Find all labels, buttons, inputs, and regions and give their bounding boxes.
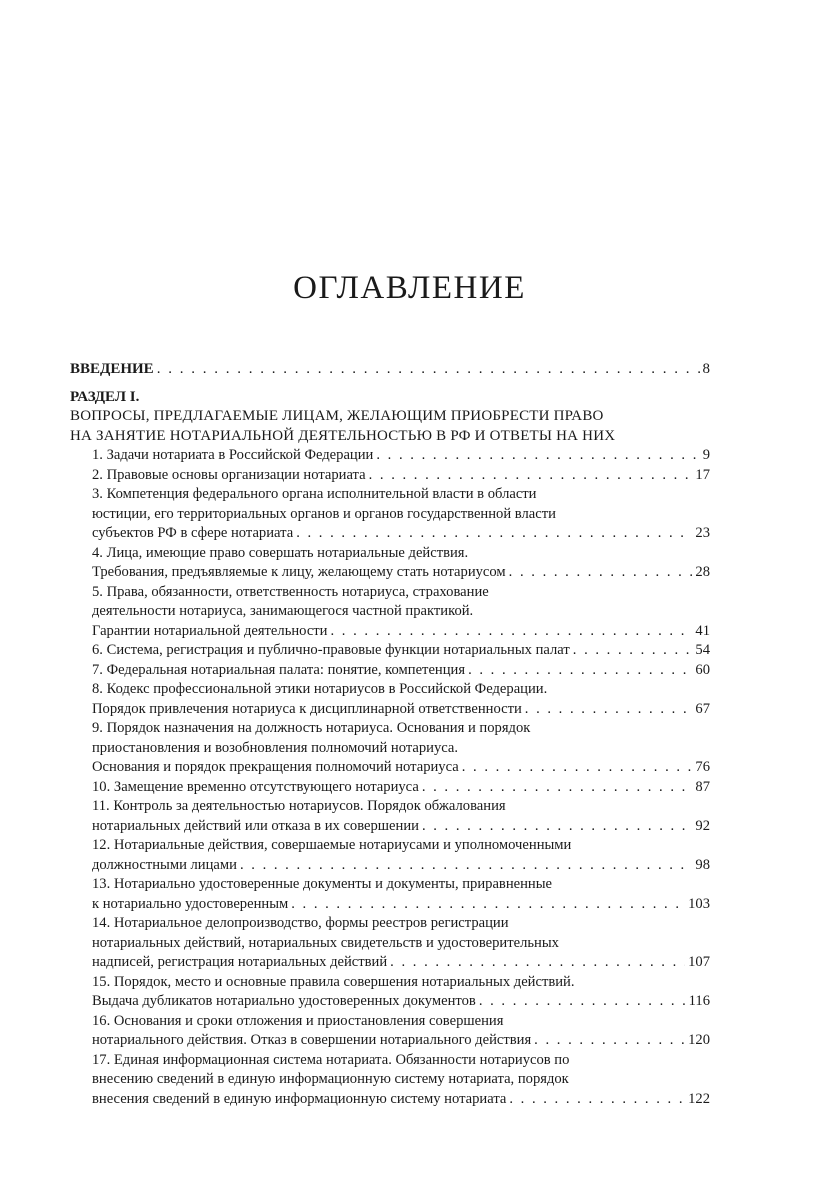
toc-page-number: 28 <box>695 564 710 580</box>
toc-entry-label: надписей, регистрация нотариальных действий <box>92 954 388 970</box>
toc-entry-line <box>70 544 710 564</box>
toc-entry-label: должностными лицами <box>92 856 237 873</box>
dot-leader <box>291 895 685 915</box>
page-title: ОГЛАВЛЕНИЕ <box>293 270 526 306</box>
toc-entry[interactable] <box>70 583 710 642</box>
toc-entry-label: 14. Нотариальное делопроизводство, формы реестров регистрации <box>92 915 509 931</box>
section-heading: РАЗДЕЛ I. <box>70 388 140 405</box>
toc-entry[interactable] <box>70 914 710 973</box>
toc-entry-label: нотариальных действий, нотариальных свидетельств и удостоверительных <box>92 934 559 951</box>
toc-entry-line <box>70 719 710 739</box>
toc-entry-label: 2. Правовые основы организации нотариата <box>92 466 366 483</box>
toc-entry-last-line <box>70 758 710 778</box>
toc-entry-line <box>70 1051 710 1071</box>
toc-entry[interactable] <box>70 778 710 798</box>
toc-entry-last-line <box>70 992 710 1012</box>
toc-page-number: 41 <box>695 622 710 639</box>
toc-entries <box>70 446 710 1109</box>
toc-entry-label: юстиции, его территориальных органов и органов государственной власти <box>92 505 556 522</box>
toc-entry-line <box>70 934 710 954</box>
toc-entry-label: к нотариально удостоверенным <box>92 895 289 912</box>
toc-entry-label: 1. Задачи нотариата в Российской Федерации <box>92 447 374 463</box>
toc-entry[interactable] <box>70 1051 710 1110</box>
toc-entry-label: 5. Права, обязанности, ответственность нотариуса, страхование <box>92 583 489 600</box>
toc-page-number: 17 <box>695 466 710 483</box>
toc-entry-label: 4. Лица, имеющие право совершать нотариальные действия. <box>92 544 469 561</box>
toc-entry-last-line <box>70 622 710 642</box>
dot-leader <box>390 953 685 973</box>
toc-page-number: 107 <box>688 954 710 970</box>
toc-entry[interactable] <box>70 446 710 466</box>
toc-entry[interactable] <box>70 641 710 661</box>
dot-leader <box>525 700 693 720</box>
toc-entry[interactable] <box>70 680 710 719</box>
toc-entry-line <box>70 602 710 622</box>
toc-entry-line <box>70 1070 710 1090</box>
toc-page-number: 103 <box>688 895 710 912</box>
dot-leader <box>573 641 693 661</box>
toc-entry-label: 10. Замещение временно отсутствующего нотариуса <box>92 778 419 795</box>
dot-leader <box>468 661 692 681</box>
toc-page-number: 87 <box>695 778 710 795</box>
toc-entry-line <box>70 973 710 993</box>
toc-page-number: 9 <box>702 447 710 463</box>
toc-entry-label: 13. Нотариально удостоверенные документы и документы, приравненные <box>92 876 553 892</box>
toc-entry-line <box>70 505 710 525</box>
toc-entry-label: Требования, предъявляемые к лицу, желающему стать нотариусом <box>92 564 506 580</box>
toc-page-number: 8 <box>702 361 710 377</box>
dot-leader <box>369 466 693 486</box>
toc-entry-label: ВВЕДЕНИЕ <box>70 361 154 377</box>
toc-entry[interactable] <box>70 973 710 1012</box>
toc-entry-last-line <box>70 641 710 661</box>
toc-entry-label: 7. Федеральная нотариальная палата: понятие, компетенция <box>92 661 466 678</box>
toc-page-number: 54 <box>695 642 710 658</box>
toc-entry-line <box>70 875 710 895</box>
toc-entry-label: внесению сведений в единую информационную систему нотариата, порядок <box>92 1071 569 1087</box>
dot-leader <box>331 622 693 642</box>
toc-entry[interactable] <box>70 875 710 914</box>
toc-entry[interactable] <box>70 661 710 681</box>
toc-entry-line <box>70 1012 710 1032</box>
toc-entry-label: деятельности нотариуса, занимающегося частной практикой. <box>92 603 474 619</box>
toc-entry-last-line <box>70 563 710 583</box>
toc-entry-last-line <box>70 524 710 544</box>
section-title-line: ВОПРОСЫ, ПРЕДЛАГАЕМЫЕ ЛИЦАМ, ЖЕЛАЮЩИМ ПРИОБРЕСТИ ПРАВО <box>70 408 604 424</box>
toc-entry-label: Гарантии нотариальной деятельности <box>92 622 328 639</box>
toc-entry-line <box>70 583 710 603</box>
toc-page-number: 98 <box>695 856 710 873</box>
toc-entry-label: 11. Контроль за деятельностью нотариусов. Порядок обжалования <box>92 798 506 814</box>
toc-entry-label: 9. Порядок назначения на должность нотариуса. Основания и порядок <box>92 720 531 736</box>
toc-entry-label: 3. Компетенция федерального органа исполнительной власти в области <box>92 486 537 502</box>
toc-entry[interactable] <box>70 797 710 836</box>
toc-entry-last-line <box>70 895 710 915</box>
dot-leader <box>509 1090 685 1110</box>
toc-entry[interactable] <box>70 544 710 583</box>
toc-page-number: 60 <box>695 661 710 678</box>
toc-entry-line <box>70 914 710 934</box>
toc-entry-last-line <box>70 856 710 876</box>
dot-leader <box>240 856 692 876</box>
toc-entry[interactable] <box>70 1012 710 1051</box>
table-of-contents <box>70 360 710 1109</box>
toc-entry-label: нотариального действия. Отказ в совершении нотариального действия <box>92 1032 532 1048</box>
toc-entry-label: 17. Единая информационная система нотариата. Обязанности нотариусов по <box>92 1051 570 1068</box>
dot-leader <box>376 446 699 466</box>
toc-entry-last-line <box>70 700 710 720</box>
toc-entry-line <box>70 797 710 817</box>
toc-entry[interactable] <box>70 466 710 486</box>
toc-page-number: 120 <box>688 1032 710 1048</box>
toc-entry-label: приостановления и возобновления полномочий нотариуса. <box>92 739 459 756</box>
dot-leader <box>462 758 693 778</box>
dot-leader <box>422 817 692 837</box>
toc-entry-last-line <box>70 1031 710 1051</box>
toc-entry-label: 8. Кодекс профессиональной этики нотариусов в Российской Федерации. <box>92 681 548 697</box>
toc-entry-label: Порядок привлечения нотариуса к дисциплинарной ответственности <box>92 700 522 717</box>
dot-leader <box>296 524 692 544</box>
toc-entry[interactable] <box>70 719 710 778</box>
toc-entry-line <box>70 680 710 700</box>
toc-entry-label: Основания и порядок прекращения полномочий нотариуса <box>92 759 459 775</box>
toc-entry-label: 16. Основания и сроки отложения и приостановления совершения <box>92 1012 504 1029</box>
toc-entry-line <box>70 485 710 505</box>
toc-entry-last-line <box>70 466 710 486</box>
toc-page-number: 23 <box>695 525 710 541</box>
toc-entry[interactable] <box>70 485 710 544</box>
toc-entry[interactable] <box>70 836 710 875</box>
toc-entry-label: 15. Порядок, место и основные правила совершения нотариальных действий. <box>92 973 575 990</box>
dot-leader <box>534 1031 685 1051</box>
toc-entry-label: субъектов РФ в сфере нотариата <box>92 525 294 541</box>
toc-page-number: 67 <box>695 700 710 717</box>
toc-entry-line <box>70 836 710 856</box>
toc-entry-label: внесения сведений в единую информационную систему нотариата <box>92 1090 507 1107</box>
toc-entry-intro[interactable] <box>70 360 710 380</box>
dot-leader <box>422 778 693 798</box>
section-title-line: НА ЗАНЯТИЕ НОТАРИАЛЬНОЙ ДЕЯТЕЛЬНОСТЬЮ В РФ И ОТВЕТЫ НА НИХ <box>70 427 616 444</box>
toc-entry-label: 12. Нотариальные действия, совершаемые нотариусами и уполномоченными <box>92 837 572 853</box>
toc-entry-last-line <box>70 446 710 466</box>
dot-leader <box>157 360 700 380</box>
dot-leader <box>479 992 686 1012</box>
toc-page-number: 116 <box>688 993 710 1009</box>
toc-page-number: 76 <box>695 759 710 775</box>
toc-entry-last-line <box>70 1090 710 1110</box>
toc-page-number: 122 <box>688 1090 710 1107</box>
toc-page-number: 92 <box>695 817 710 834</box>
toc-entry-line <box>70 739 710 759</box>
toc-entry-label: нотариальных действий или отказа в их совершении <box>92 817 419 834</box>
toc-entry-label: 6. Система, регистрация и публично-правовые функции нотариальных палат <box>92 642 570 658</box>
toc-entry-last-line <box>70 778 710 798</box>
toc-entry-last-line <box>70 661 710 681</box>
toc-entry-label: Выдача дубликатов нотариально удостоверенных документов <box>92 993 476 1009</box>
toc-entry-last-line <box>70 953 710 973</box>
toc-entry-last-line <box>70 817 710 837</box>
dot-leader <box>509 563 693 583</box>
